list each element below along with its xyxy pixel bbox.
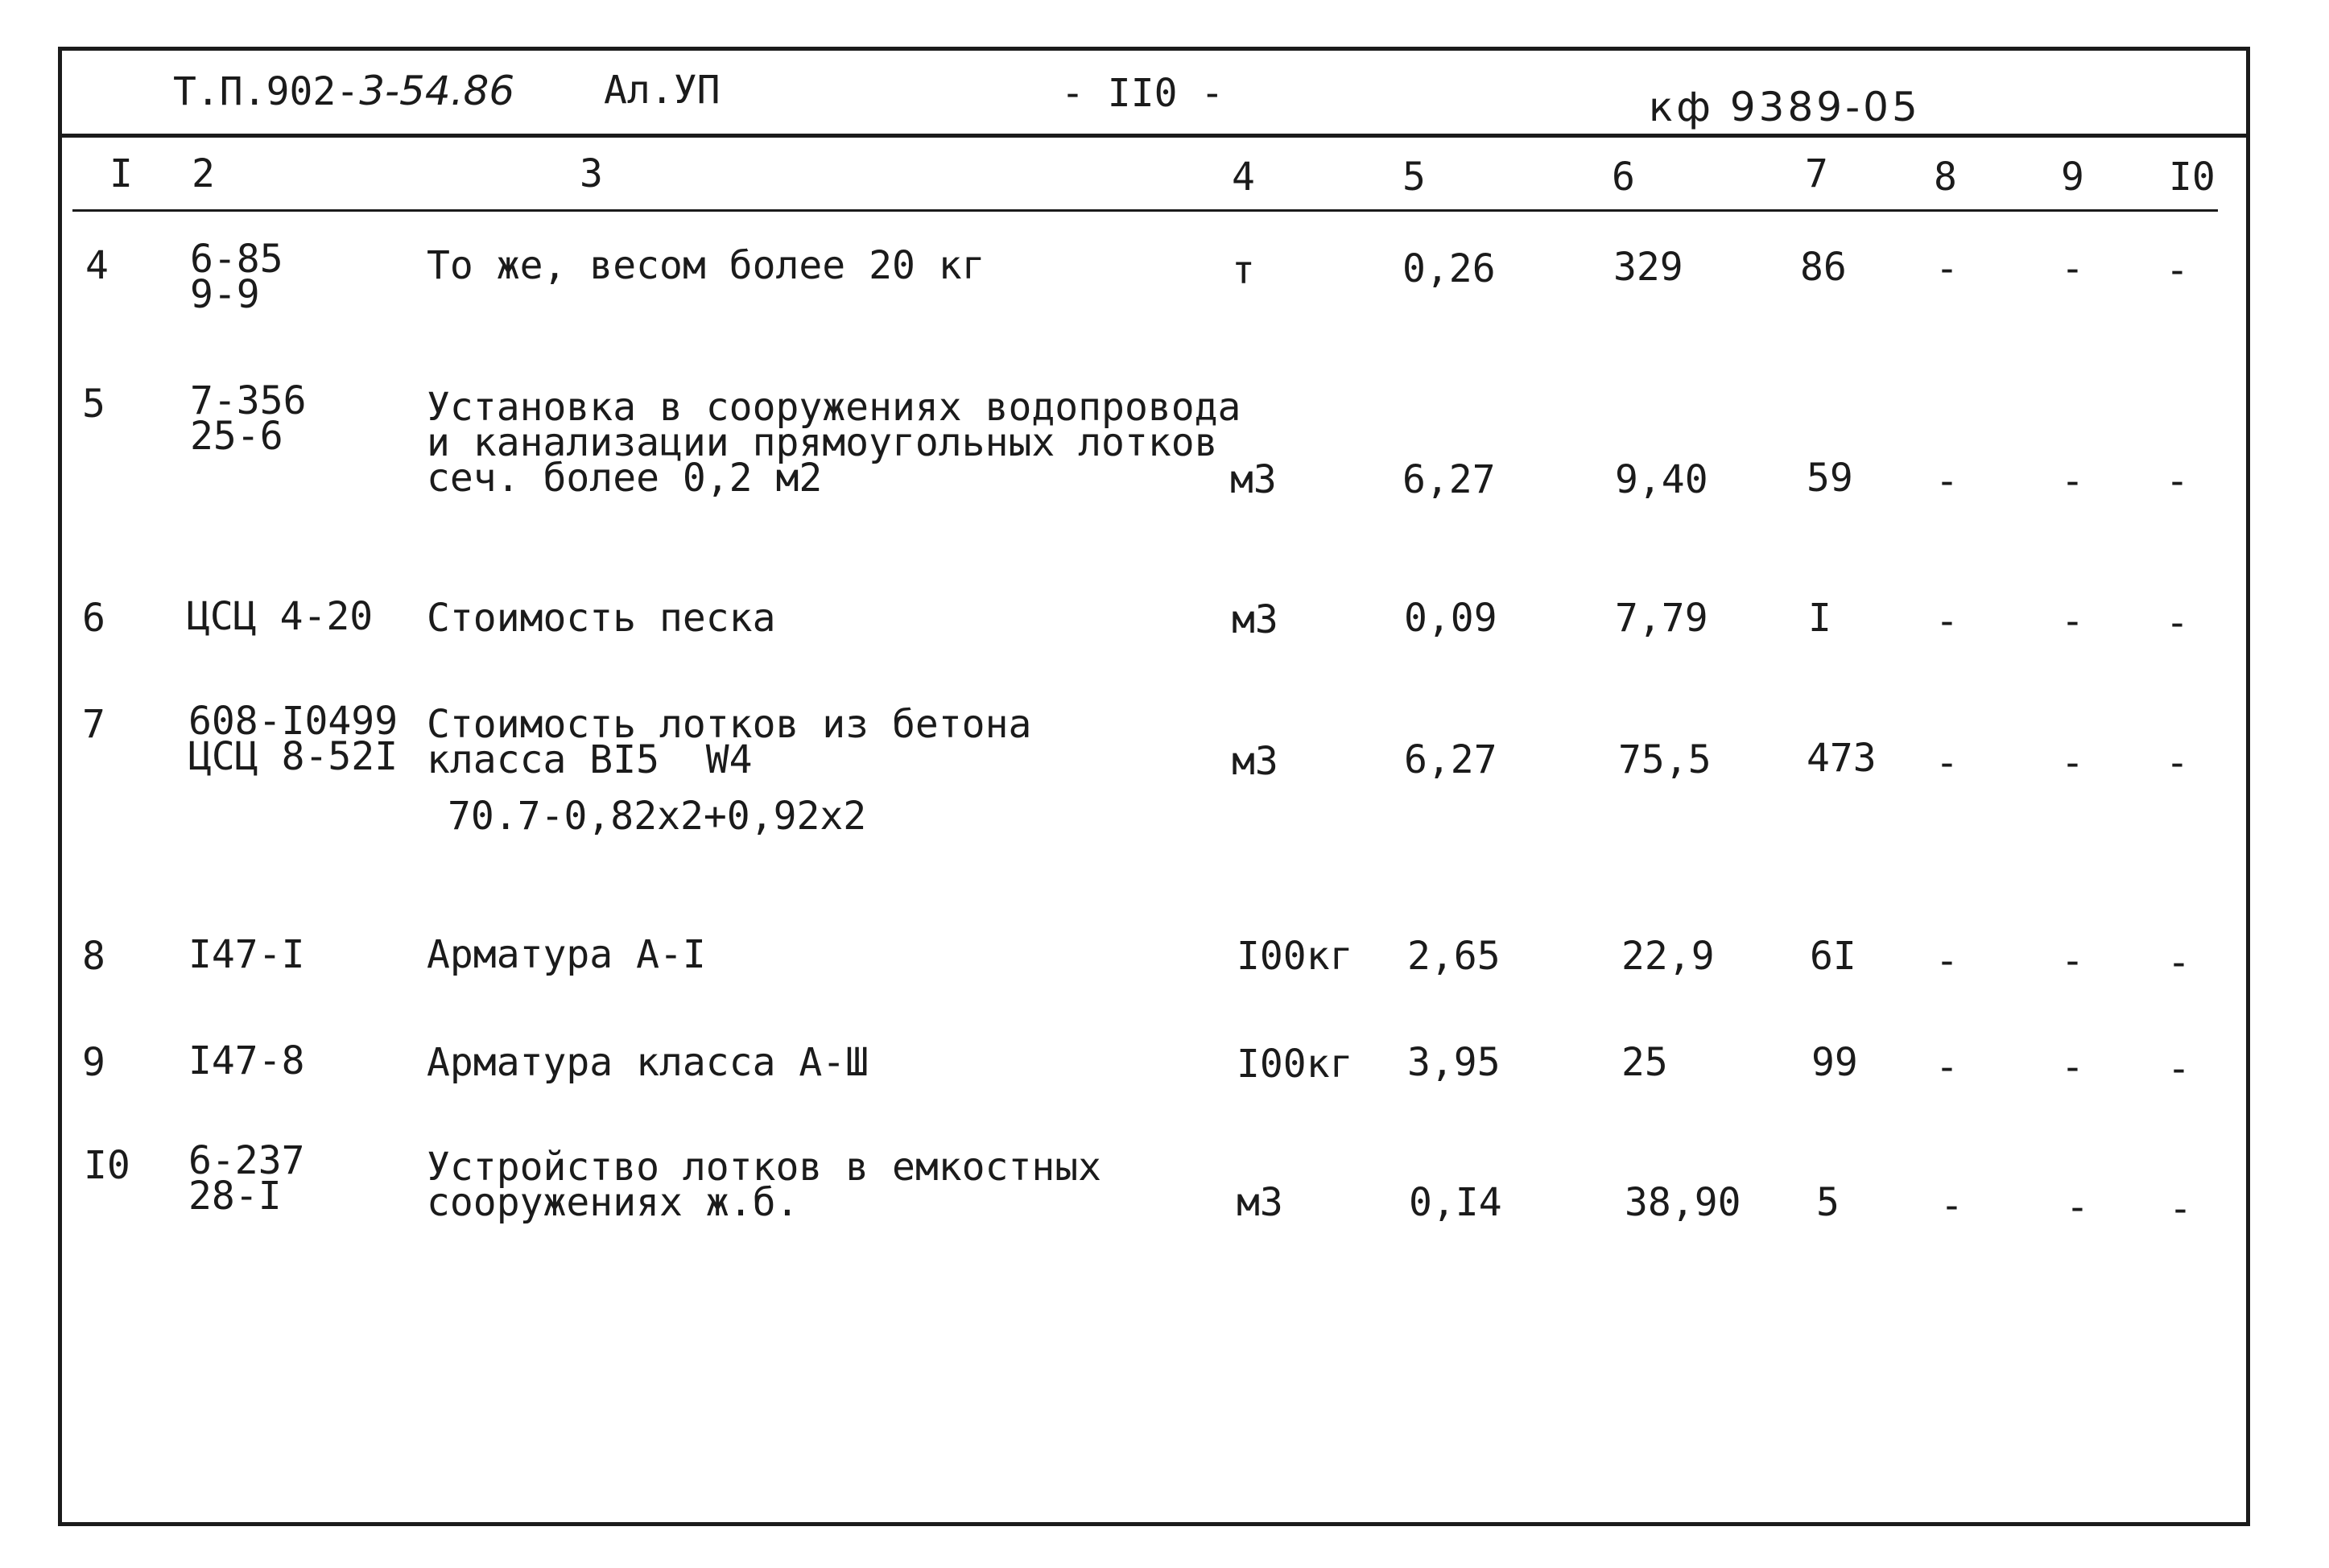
row-total: I [1808,596,1831,641]
row-quantity: 0,26 [1402,246,1496,291]
row-col10: - [2166,459,2189,504]
row-description: Устройство лотков в емкостных сооружениях ж.б. [427,1145,1102,1225]
header-divider [58,134,2250,138]
row-code: ЦСЦ 4-20 [187,594,374,639]
column-header-4: 4 [1232,155,1255,200]
row-total: 5 [1816,1180,1840,1225]
row-col8: - [1935,1045,1959,1090]
page-frame [58,47,2250,1526]
column-header-1: I [109,151,133,196]
row-col9: - [2061,741,2084,786]
row-col9: - [2061,1045,2084,1090]
row-col9: - [2061,939,2084,984]
column-header-7: 7 [1805,151,1828,196]
row-total: 6I [1810,934,1856,979]
row-price: 7,79 [1615,596,1708,641]
row-number: 8 [82,934,105,979]
row-price: 25 [1621,1040,1668,1085]
row-unit: м3 [1232,597,1278,642]
column-header-10: I0 [2169,155,2215,200]
row-col9: - [2066,1185,2089,1230]
row-code: I47-8 [188,1038,305,1083]
row-col10: - [2167,1046,2191,1091]
row-price: 9,40 [1615,457,1708,502]
row-code: 6-237 28-I [188,1138,305,1219]
column-header-5: 5 [1402,155,1426,200]
row-description: Стоимость лотков из бетона класса BI5 W4 [427,702,1032,782]
row-description: Арматура А-I [427,932,706,977]
row-code: I47-I [188,932,305,977]
row-unit: м3 [1237,1180,1283,1225]
row-col10: - [2166,741,2189,786]
row-quantity: 6,27 [1402,457,1496,502]
row-code: 608-I0499 ЦСЦ 8-52I [188,699,398,779]
row-col9: - [2061,599,2084,644]
column-header-6: 6 [1612,155,1635,200]
row-description: Арматура класса А-Ш [427,1040,869,1085]
row-total: 59 [1807,456,1853,501]
document-code [173,68,515,114]
row-unit: м3 [1232,739,1278,784]
row-number: I0 [84,1143,130,1188]
row-col8: - [1935,459,1959,504]
row-col8: - [1940,1183,1964,1228]
row-quantity: 3,95 [1407,1040,1501,1085]
row-description: То же, весом более 20 кг [427,243,985,288]
row-description: Стоимость песка [427,596,776,641]
row-code: 7-356 25-6 [190,378,307,459]
row-quantity: 6,27 [1404,737,1497,782]
album-label: Ал.УП [604,68,721,113]
row-total: 86 [1800,245,1847,290]
row-number: 4 [85,243,109,288]
row-price: 75,5 [1618,737,1712,782]
column-header-8: 8 [1934,155,1957,200]
row-price: 329 [1613,245,1683,290]
row-price: 38,90 [1625,1180,1741,1225]
row-col10: - [2169,1186,2192,1232]
row-number: 5 [82,382,105,427]
row-description: Установка в сооружениях водопровода и канализации прямоугольных лотков сеч. более 0,2 м2 [427,385,1241,501]
row-col8: - [1935,741,1959,786]
document-code-handwritten: 3-54.86 [359,68,515,114]
row-quantity: 2,65 [1407,934,1501,979]
row-quantity: 0,09 [1404,596,1497,641]
row-total: 99 [1811,1040,1858,1085]
row-col9: - [2061,459,2084,504]
row-unit: м3 [1230,457,1277,502]
registry-number: кф 9389-05 [1649,84,1921,130]
row-total: 473 [1807,736,1877,781]
row-col10: - [2166,600,2189,646]
row-code: 6-85 9-9 [190,237,283,317]
row-unit: I00кг [1237,1042,1353,1087]
row-number: 9 [82,1040,105,1085]
row-quantity: 0,I4 [1409,1180,1502,1225]
column-header-divider [72,209,2218,212]
column-header-2: 2 [192,151,215,196]
row-unit: I00кг [1237,934,1353,979]
row-col8: - [1935,246,1959,291]
column-header-3: 3 [580,151,603,196]
page-number: - II0 - [1061,71,1224,116]
row-number: 6 [82,596,105,641]
row-price: 22,9 [1621,934,1715,979]
row-col8: - [1935,939,1959,984]
row-description-note: 70.7-0,82x2+0,92x2 [448,794,867,839]
row-col9: - [2061,246,2084,291]
column-header-9: 9 [2061,155,2084,200]
row-number: 7 [82,702,105,747]
document-code-printed: Т.П.902- [173,69,360,114]
row-col10: - [2167,940,2191,985]
row-unit: т [1232,248,1255,293]
row-col10: - [2166,248,2189,293]
row-col8: - [1935,599,1959,644]
